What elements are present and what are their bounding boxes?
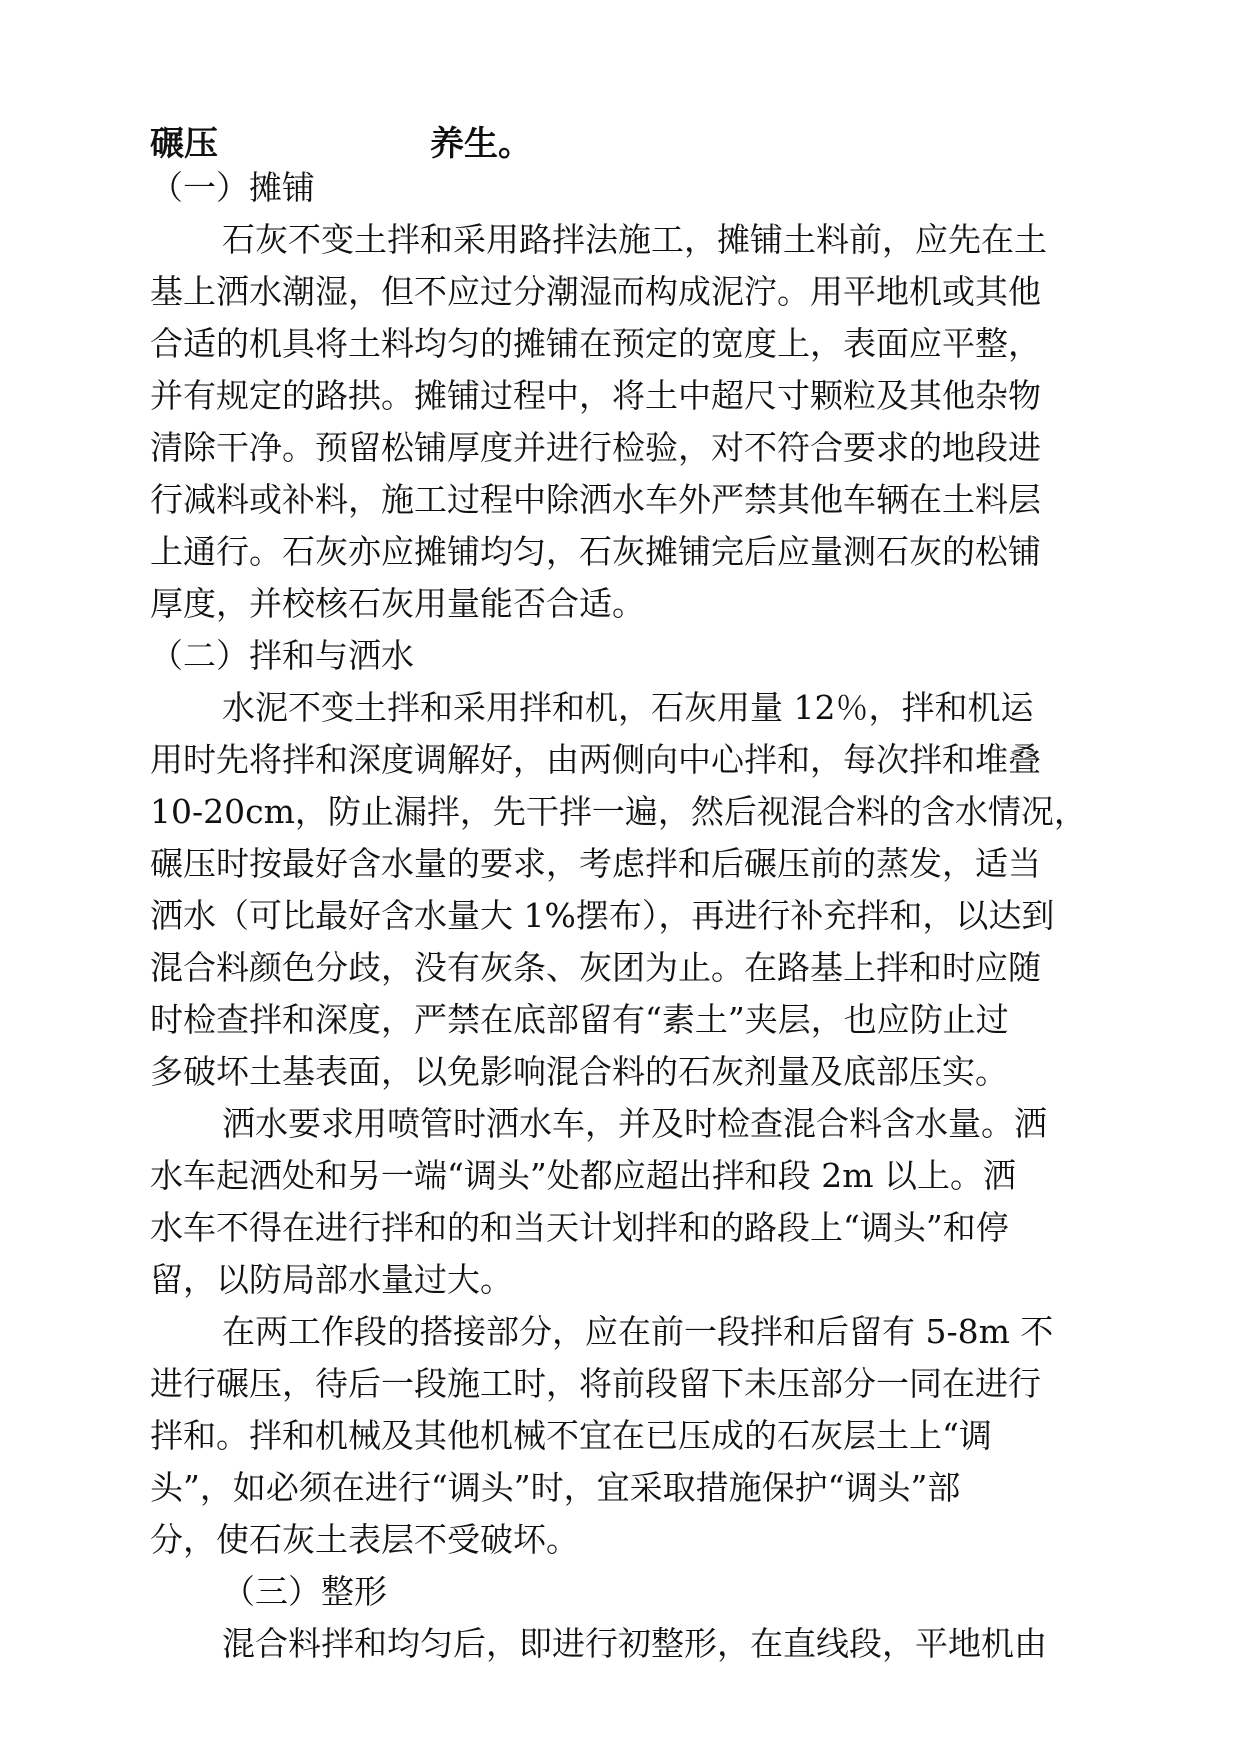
paragraph-line: 用时先将拌和深度调解好，由两侧向中心拌和，每次拌和堆叠 (150, 740, 1041, 779)
paragraph-line: 分，使石灰土表层不受破坏。 (150, 1520, 579, 1559)
paragraph-line: 混合料颜色分歧，没有灰条、灰团为止。在路基上拌和时应随 (150, 948, 1041, 987)
section-heading-3: （三）整形 (222, 1572, 387, 1611)
paragraph-line: 水车不得在进行拌和的和当天计划拌和的路段上“调头”和停 (150, 1208, 1009, 1247)
section-heading-2: （二）拌和与洒水 (150, 636, 414, 675)
paragraph-line: 在两工作段的搭接部分，应在前一段拌和后留有 5-8m 不 (222, 1312, 1054, 1351)
paragraph-line: 洒水要求用喷管时洒水车，并及时检查混合料含水量。洒 (222, 1104, 1047, 1143)
paragraph-line: 合适的机具将土料均匀的摊铺在预定的宽度上，表面应平整， (150, 324, 1041, 363)
paragraph-line: 清除干净。预留松铺厚度并进行检验，对不符合要求的地段进 (150, 428, 1041, 467)
paragraph-line: 水车起洒处和另一端“调头”处都应超出拌和段 2m 以上。洒 (150, 1156, 1017, 1195)
paragraph-line: 头”，如必须在进行“调头”时，宜采取措施保护“调头”部 (150, 1468, 961, 1507)
section-heading-1: （一）摊铺 (150, 168, 315, 207)
paragraph-line: 多破坏土基表面，以免影响混合料的石灰剂量及底部压实。 (150, 1052, 1008, 1091)
heading-left: 碾压 (150, 124, 218, 164)
heading-right: 养生。 (430, 124, 532, 164)
paragraph-line: 行减料或补料，施工过程中除洒水车外严禁其他车辆在土料层 (150, 480, 1041, 519)
paragraph-line: 并有规定的路拱。摊铺过程中，将土中超尺寸颗粒及其他杂物 (150, 376, 1041, 415)
paragraph-line: 进行碾压，待后一段施工时，将前段留下未压部分一同在进行 (150, 1364, 1041, 1403)
paragraph-line: 混合料拌和均匀后，即进行初整形，在直线段，平地机由 (222, 1624, 1047, 1663)
paragraph-line: 石灰不变土拌和采用路拌法施工，摊铺土料前，应先在土 (222, 220, 1047, 259)
paragraph-line: 碾压时按最好含水量的要求，考虑拌和后碾压前的蒸发，适当 (150, 844, 1041, 883)
paragraph-line: 上通行。石灰亦应摊铺均匀，石灰摊铺完后应量测石灰的松铺 (150, 532, 1041, 571)
paragraph-line: 拌和。拌和机械及其他机械不宜在已压成的石灰层土上“调 (150, 1416, 992, 1455)
paragraph-line: 留，以防局部水量过大。 (150, 1260, 513, 1299)
paragraph-line: 水泥不变土拌和采用拌和机，石灰用量 12％，拌和机运 (222, 688, 1034, 727)
paragraph-line: 洒水（可比最好含水量大 1%摆布），再进行补充拌和，以达到 (150, 896, 1055, 935)
paragraph-line: 时检查拌和深度，严禁在底部留有“素土”夹层，也应防止过 (150, 1000, 1009, 1039)
paragraph-line: 10-20cm，防止漏拌，先干拌一遍，然后视混合料的含水情况， (150, 792, 1087, 831)
paragraph-line: 基上洒水潮湿，但不应过分潮湿而构成泥泞。用平地机或其他 (150, 272, 1041, 311)
paragraph-line: 厚度，并校核石灰用量能否合适。 (150, 584, 645, 623)
